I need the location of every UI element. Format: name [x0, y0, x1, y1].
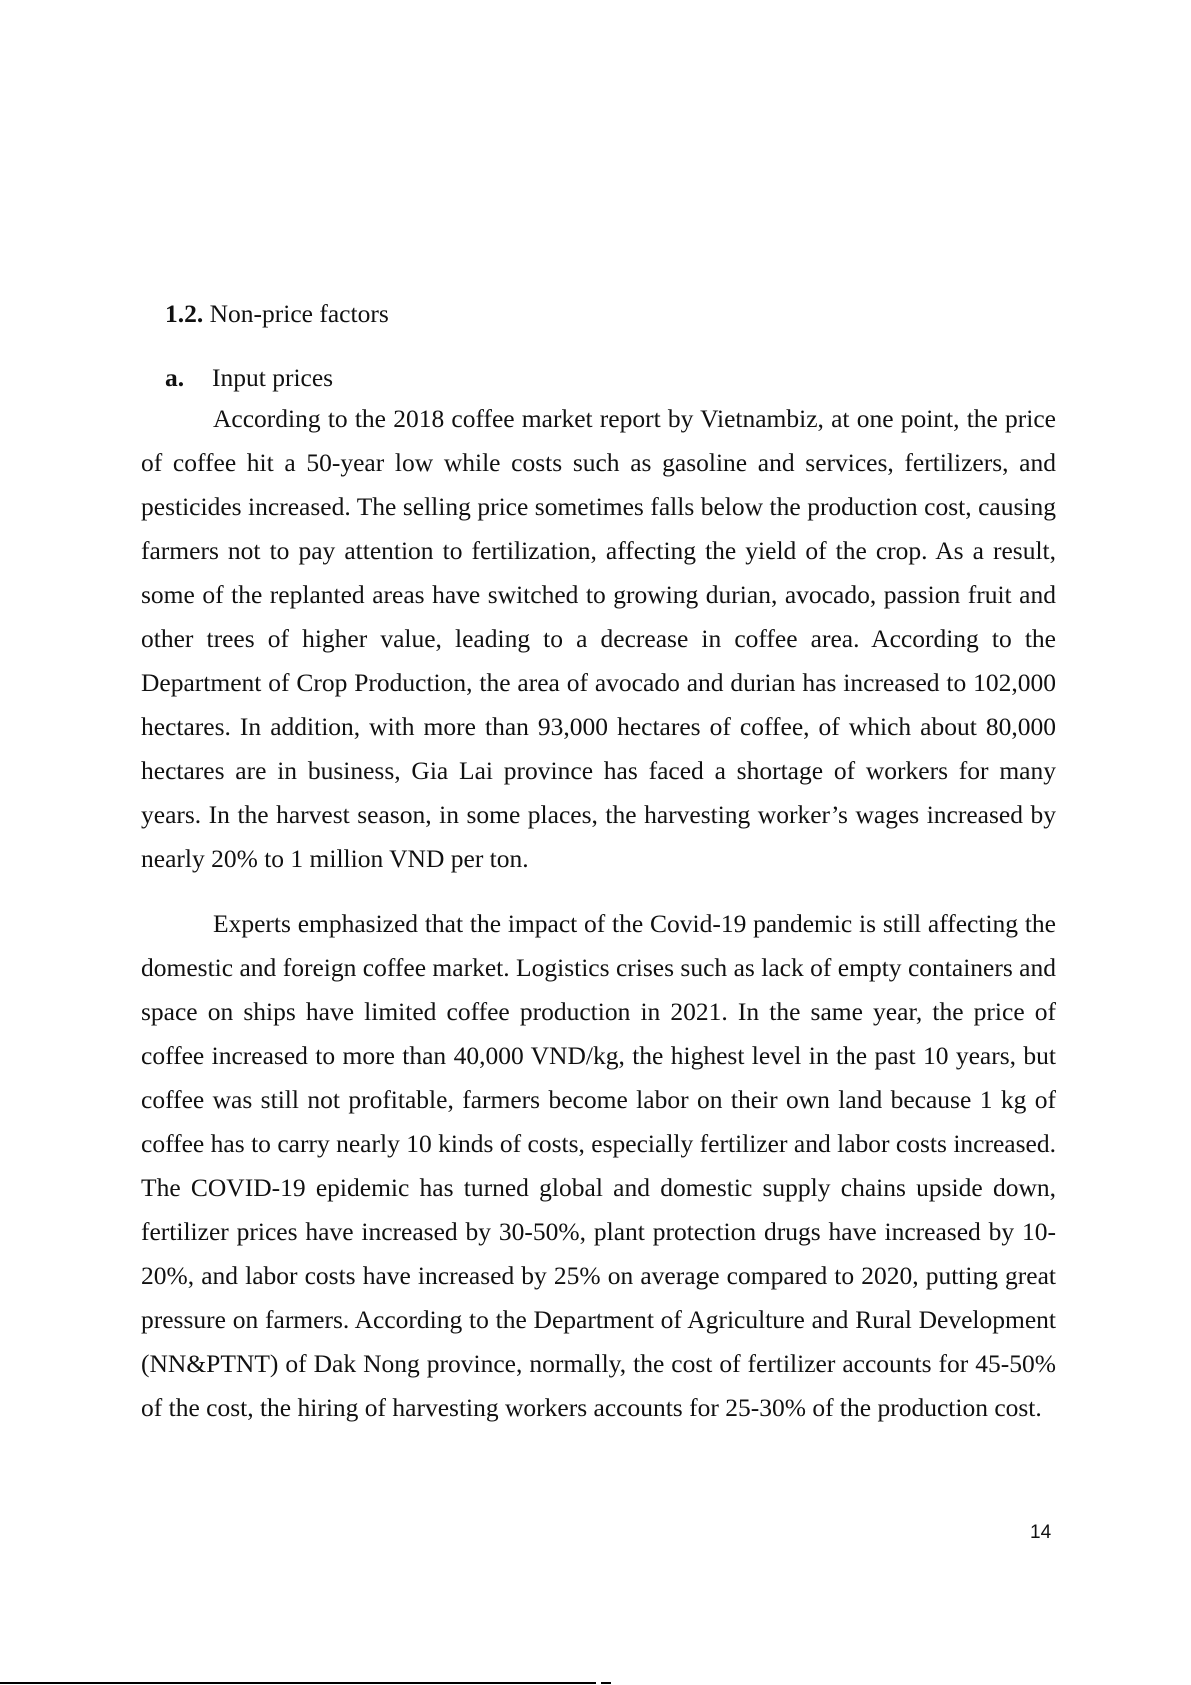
paragraph-line: The COVID-19 epidemic has turned global and domestic supply chains upside down, — [141, 1173, 1056, 1202]
paragraph-line: Department of Crop Production, the area of avocado and durian has increased to 102,000 — [141, 668, 1056, 697]
paragraph-line: (NN&PTNT) of Dak Nong province, normally, the cost of fertilizer accounts for 45-50% — [141, 1349, 1056, 1378]
paragraph-line: years. In the harvest season, in some places, the harvesting worker’s wages increased by — [141, 800, 1056, 829]
paragraph-line: space on ships have limited coffee production in 2021. In the same year, the price of — [141, 997, 1056, 1026]
paragraph-line: of coffee hit a 50-year low while costs such as gasoline and services, fertilizers, and — [141, 448, 1056, 477]
paragraph-line: nearly 20% to 1 million VND per ton. — [141, 844, 529, 873]
subsection-title: Input prices — [212, 363, 334, 392]
paragraph-line: coffee was still not profitable, farmers become labor on their own land because 1 kg of — [141, 1085, 1056, 1114]
paragraph-line: Experts emphasized that the impact of the Covid-19 pandemic is still affecting the — [213, 909, 1056, 938]
paragraph-covid-impact — [141, 902, 1056, 1430]
paragraph-line: pesticides increased. The selling price sometimes falls below the production cost, causing — [141, 492, 1056, 521]
paragraph-line: of the cost, the hiring of harvesting workers accounts for 25-30% of the production cost. — [141, 1393, 1042, 1422]
paragraph-line: coffee increased to more than 40,000 VND/kg, the highest level in the past 10 years, but — [141, 1041, 1056, 1070]
paragraph-line: domestic and foreign coffee market. Logistics crises such as lack of empty containers and — [141, 953, 1056, 982]
paragraph-line: other trees of higher value, leading to a decrease in coffee area. According to the — [141, 624, 1056, 653]
paragraph-line: pressure on farmers. According to the Department of Agriculture and Rural Development — [141, 1305, 1056, 1334]
footer-mark — [601, 1682, 611, 1684]
paragraph-line: fertilizer prices have increased by 30-50%, plant protection drugs have increased by 10- — [141, 1217, 1056, 1246]
paragraph-line: hectares are in business, Gia Lai province has faced a shortage of workers for many — [141, 756, 1056, 785]
paragraph-line: some of the replanted areas have switched to growing durian, avocado, passion fruit and — [141, 580, 1056, 609]
footer-rule — [0, 1682, 596, 1684]
subsection-heading — [165, 358, 333, 398]
paragraph-line: According to the 2018 coffee market report by Vietnambiz, at one point, the price — [213, 404, 1056, 433]
paragraph-input-prices — [141, 397, 1056, 881]
section-heading — [165, 294, 389, 334]
paragraph-line: 20%, and labor costs have increased by 25% on average compared to 2020, putting great — [141, 1261, 1056, 1290]
paragraph-line: hectares. In addition, with more than 93,000 hectares of coffee, of which about 80,000 — [141, 712, 1056, 741]
paragraph-line: coffee has to carry nearly 10 kinds of costs, especially fertilizer and labor costs increased. — [141, 1129, 1056, 1158]
subsection-label: a. — [165, 363, 185, 392]
section-number: 1.2. — [165, 299, 204, 328]
paragraph-line: farmers not to pay attention to fertilization, affecting the yield of the crop. As a result, — [141, 536, 1056, 565]
section-title: Non-price factors — [209, 299, 389, 328]
page-number: 14 — [1030, 1522, 1052, 1543]
